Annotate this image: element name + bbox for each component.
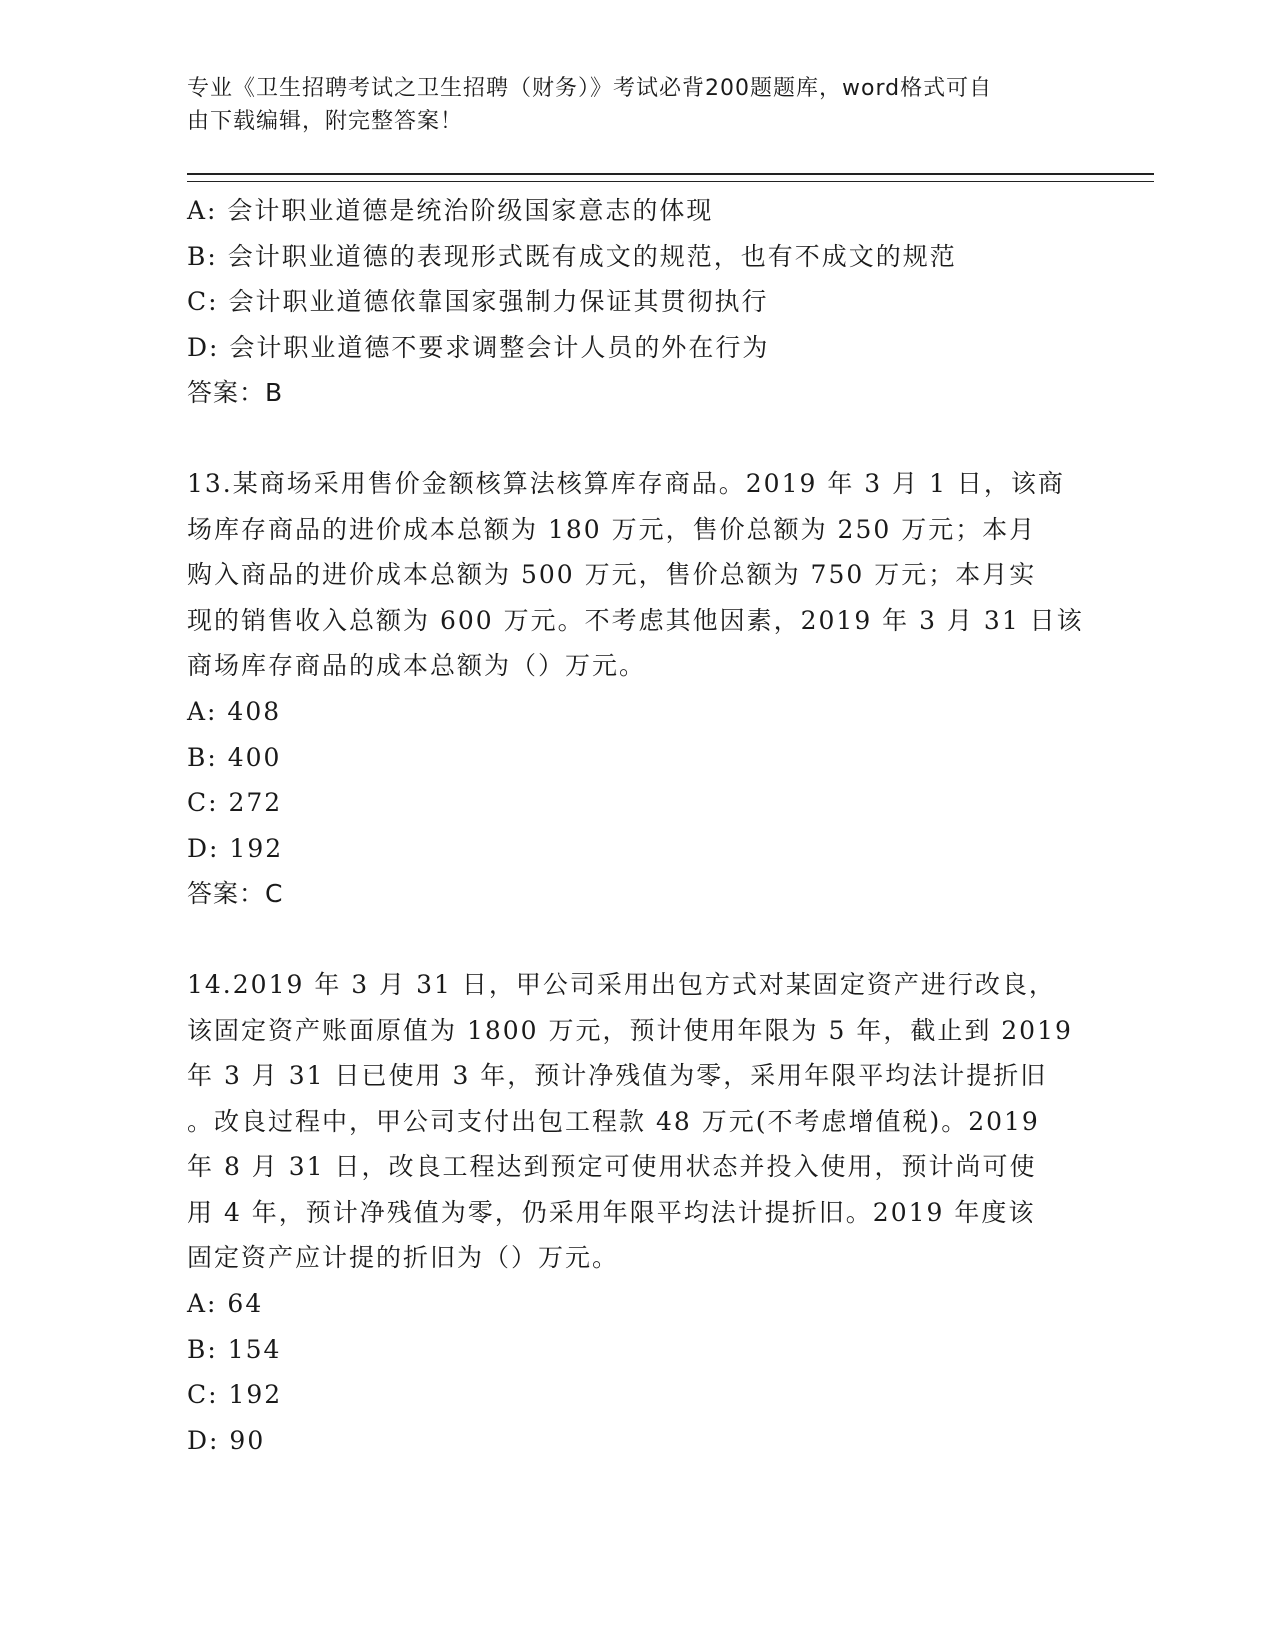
document-body: [187, 188, 1087, 1463]
header-rule-thin: [187, 181, 1154, 182]
stem-line: 年 3 月 31 日已使用 3 年，预计净残值为零，采用年限平均法计提折旧: [187, 1061, 1048, 1091]
answer-line: 答案：C: [187, 879, 284, 909]
question-13-stem: [187, 461, 1084, 689]
stem-line: 固定资产应计提的折旧为（）万元。: [187, 1243, 620, 1273]
option-c: C: 272: [187, 788, 283, 818]
stem-line: 14.2019 年 3 月 31 日，甲公司采用出包方式对某固定资产进行改良，: [187, 969, 1056, 999]
option-d: D: 会计职业道德不要求调整会计人员的外在行为: [187, 332, 770, 362]
header-line-1: 专业《卫生招聘考试之卫生招聘（财务）》考试必背200题题库，word格式可自: [187, 76, 993, 101]
stem-line: 13.某商场采用售价金额核算法核算库存商品。2019 年 3 月 1 日，该商: [187, 468, 1065, 498]
spacer: [187, 917, 1087, 962]
option-a: A: 64: [187, 1289, 264, 1319]
option-b: B: 400: [187, 742, 282, 772]
header-line-2: 由下载编辑，附完整答案！: [187, 109, 464, 134]
header-rule-thick: [187, 173, 1154, 175]
stem-line: 场库存商品的进价成本总额为 180 万元，售价总额为 250 万元；本月: [187, 514, 1037, 544]
stem-line: 现的销售收入总额为 600 万元。不考虑其他因素，2019 年 3 月 31 日该: [187, 605, 1084, 635]
option-c: C: 会计职业道德依靠国家强制力保证其贯彻执行: [187, 287, 769, 317]
question-13-block: [187, 461, 1087, 917]
stem-line: 。改良过程中，甲公司支付出包工程款 48 万元(不考虑增值税)。2019: [187, 1106, 1040, 1136]
question-14-block: [187, 962, 1087, 1464]
option-c: C: 192: [187, 1380, 283, 1410]
document-header: [187, 72, 1067, 138]
question-12-block: [187, 188, 1087, 416]
stem-line: 购入商品的进价成本总额为 500 万元，售价总额为 750 万元；本月实: [187, 560, 1037, 590]
spacer: [187, 416, 1087, 461]
option-d: D: 90: [187, 1425, 266, 1455]
option-d: D: 192: [187, 833, 284, 863]
option-a: A: 408: [187, 696, 282, 726]
question-14-stem: [187, 962, 1077, 1281]
stem-line: 该固定资产账面原值为 1800 万元，预计使用年限为 5 年，截止到 2019: [187, 1015, 1073, 1045]
stem-line: 商场库存商品的成本总额为（）万元。: [187, 651, 647, 681]
option-a: A: 会计职业道德是统治阶级国家意志的体现: [187, 196, 714, 225]
option-b: B: 会计职业道德的表现形式既有成文的规范，也有不成文的规范: [187, 241, 957, 271]
option-b: B: 154: [187, 1334, 282, 1364]
stem-line: 用 4 年，预计净残值为零，仍采用年限平均法计提折旧。2019 年度该: [187, 1197, 1036, 1227]
stem-line: 年 8 月 31 日，改良工程达到预定可使用状态并投入使用，预计尚可使: [187, 1152, 1037, 1182]
answer-line: 答案：B: [187, 378, 284, 408]
